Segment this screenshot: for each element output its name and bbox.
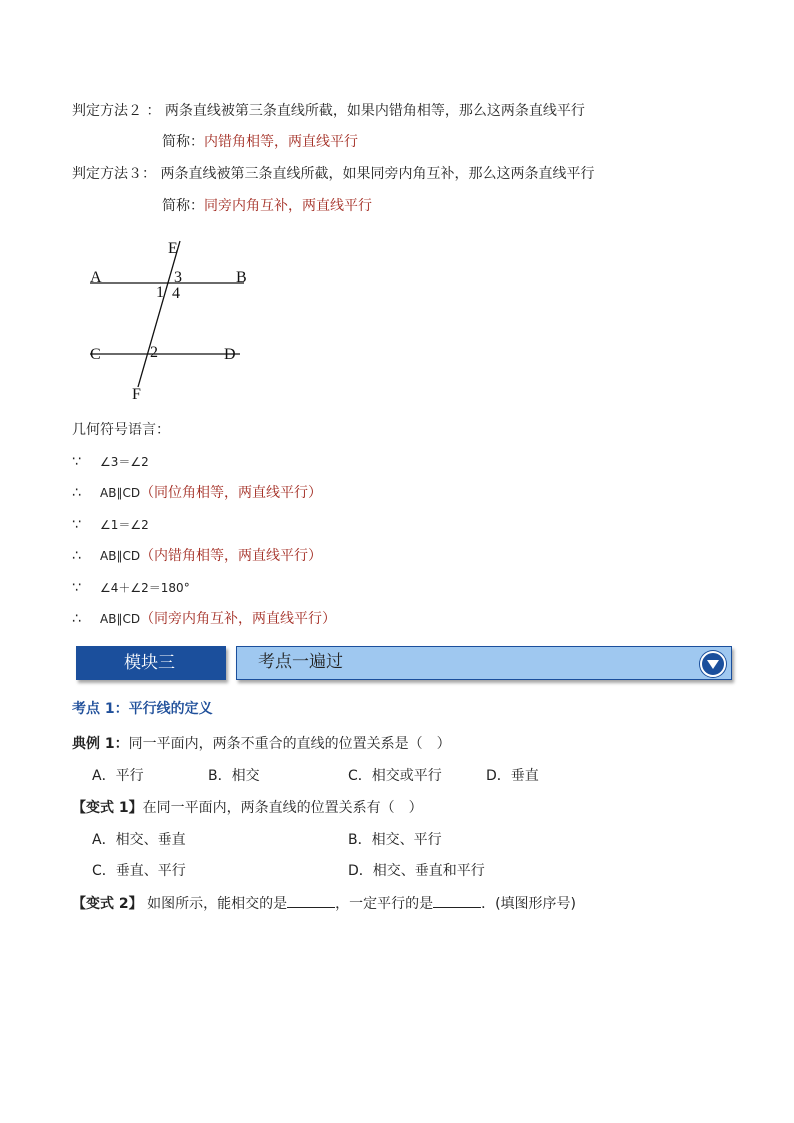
method2-abbr-label: 简称：	[162, 134, 204, 150]
symbolic-reason: （内错角相等，两直线平行）	[140, 548, 323, 564]
label-b: B	[236, 269, 247, 286]
symbolic-line-5	[72, 578, 190, 598]
symbolic-expr: AB∥CD	[100, 612, 141, 626]
because-symbol: ∵	[72, 517, 81, 533]
variant2-text-c: ．(填图形序号)	[481, 896, 577, 912]
symbolic-expr: ∠4＋∠2＝180°	[100, 581, 190, 595]
method3-text: 两条直线被第三条直线所截，如果同旁内角互补，那么这两条直线平行	[160, 166, 595, 182]
example-option-b: B．相交	[208, 768, 260, 784]
method3-abbr-label: 简称：	[162, 198, 204, 214]
example-question	[72, 734, 451, 754]
label-angle4: 4	[172, 285, 180, 302]
chevron-down-icon[interactable]	[700, 651, 726, 677]
symbolic-line-6	[72, 609, 336, 629]
module-banner	[76, 646, 732, 682]
because-symbol: ∵	[72, 580, 81, 596]
symbolic-line-4	[72, 546, 322, 566]
module-label: 模块三	[76, 646, 226, 680]
variant2-text-a: 如图所示，能相交的是	[142, 896, 288, 912]
line-ef	[138, 241, 180, 387]
method2-abbr	[162, 132, 358, 152]
variant1-option-c: C．垂直、平行	[92, 863, 186, 879]
symbolic-line-2	[72, 483, 322, 503]
symbolic-line-1	[72, 452, 149, 472]
variant1-question	[72, 798, 423, 818]
example-label: 典例 1：	[72, 736, 129, 752]
method3-abbr	[162, 196, 372, 216]
answer-blank-2[interactable]	[433, 893, 481, 908]
variant1-text: 在同一平面内，两条直线的位置关系有（ ）	[142, 800, 423, 816]
therefore-symbol: ∴	[72, 548, 81, 564]
label-e: E	[168, 240, 178, 257]
method2-text: 两条直线被第三条直线所截，如果内错角相等，那么这两条直线平行	[164, 103, 585, 119]
symbolic-expr: ∠1＝∠2	[100, 518, 149, 532]
example-text: 同一平面内，两条不重合的直线的位置关系是（ ）	[128, 736, 451, 752]
parallel-lines-figure	[86, 235, 256, 405]
because-symbol: ∵	[72, 454, 81, 470]
method2-line	[72, 101, 585, 121]
variant1-option-d: D．相交、垂直和平行	[348, 863, 485, 879]
method2-abbr-text: 内错角相等，两直线平行	[204, 134, 358, 150]
method2-label: 判定方法２ ：	[72, 103, 161, 119]
kaodian-title: 考点 1：平行线的定义	[72, 701, 213, 717]
example-option-c: C．相交或平行	[348, 768, 442, 784]
example-option-d: D．垂直	[486, 768, 539, 784]
symbolic-expr: AB∥CD	[100, 486, 141, 500]
therefore-symbol: ∴	[72, 611, 81, 627]
variant2-label: 【变式 2】	[72, 896, 143, 912]
label-angle3: 3	[174, 269, 182, 286]
therefore-symbol: ∴	[72, 485, 81, 501]
method3-abbr-text: 同旁内角互补，两直线平行	[204, 198, 372, 214]
method3-line	[72, 164, 594, 184]
symbolic-expr: AB∥CD	[100, 549, 141, 563]
variant1-option-b: B．相交、平行	[348, 832, 442, 848]
symbolic-reason: （同位角相等，两直线平行）	[140, 485, 323, 501]
label-a: A	[90, 269, 102, 286]
answer-blank-1[interactable]	[287, 893, 335, 908]
symbolic-reason: （同旁内角互补，两直线平行）	[140, 611, 337, 627]
variant1-option-a: A．相交、垂直	[92, 832, 186, 848]
label-angle1: 1	[156, 284, 164, 301]
method3-label: 判定方法３：	[72, 166, 156, 182]
variant2-text-b: ，一定平行的是	[335, 896, 434, 912]
label-f: F	[132, 386, 141, 403]
module-title: 考点一遍过	[258, 652, 343, 672]
variant1-label: 【变式 1】	[72, 800, 143, 816]
variant2-question	[72, 893, 576, 914]
label-c: C	[90, 346, 101, 363]
symbolic-expr: ∠3＝∠2	[100, 455, 149, 469]
label-angle2: 2	[150, 344, 158, 361]
symbolic-title: 几何符号语言：	[72, 422, 170, 438]
label-d: D	[224, 346, 236, 363]
symbolic-line-3	[72, 515, 149, 535]
example-option-a: A．平行	[92, 768, 144, 784]
